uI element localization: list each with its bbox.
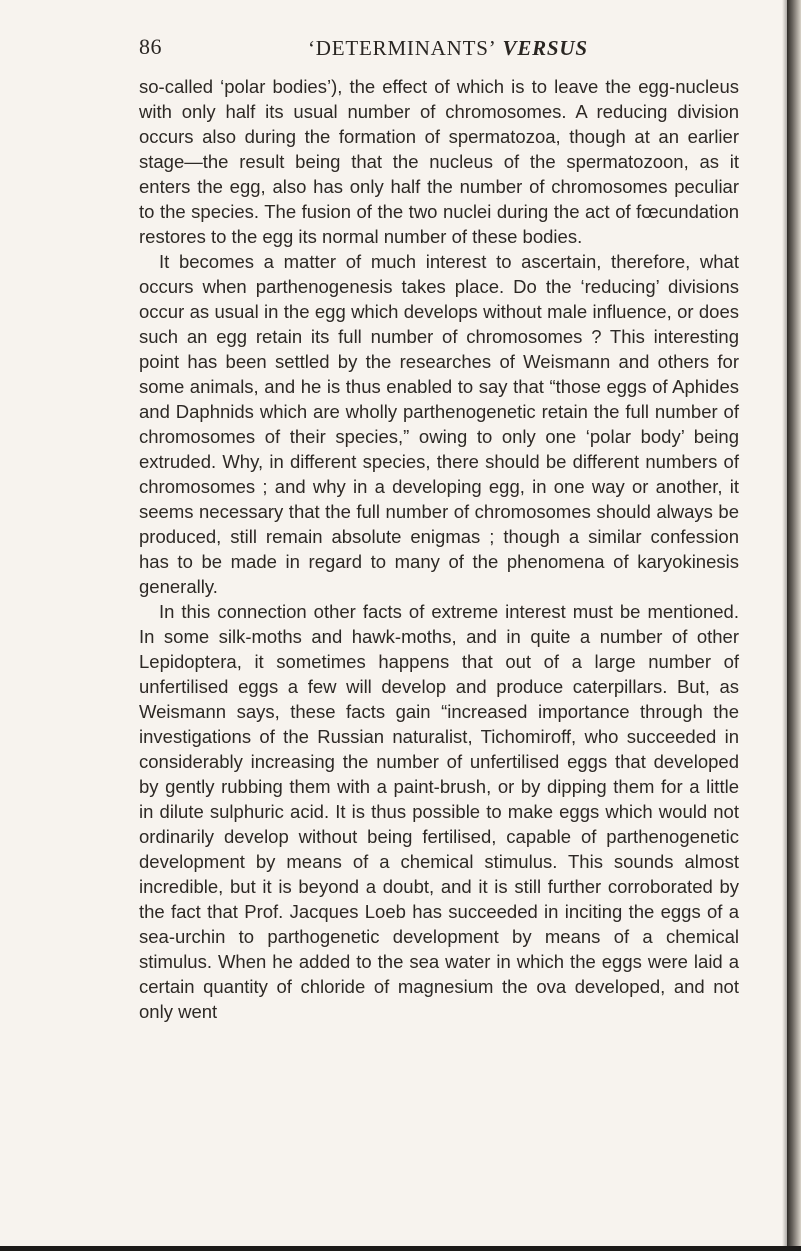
page-header [0,34,801,64]
paragraph-parthenogenesis: It becomes a matter of much interest to ascertain, therefore, what occurs when parthenogenesis takes place. Do the ‘reducing’ divisions occur as usual in the egg which develops without male influence, or does such an egg retain its full number of chromosomes ? This interesting point has been settled by the researches of Weismann and others for some animals, and he is thus enabled to say that “those eggs of Aphides and Daphnids which are wholly parthenogenetic retain the full number of chromosomes of their species,” owing to only one ‘polar body’ being extruded. Why, in different species, there should be different numbers of chromosomes ; and why in a developing egg, in one way or another, it seems necessary that the full number of chromosomes should always be produced, still remain absolute enigmas ; though a similar confession has to be made in regard to many of the phenomena of karyokinesis generally. [139,251,739,597]
page-spine [787,0,801,1251]
body-text [139,74,739,1024]
page-number: 86 [139,34,162,59]
page-bottom-edge [0,1246,801,1251]
paragraph-continued: so-called ‘polar bodies’), the effect of which is to leave the egg-nucleus with only half its usual number of chromosomes. A reducing division occurs also during the formation of spermatozoa, though at an earlier stage—the result being that the nucleus of the spermatozoon, as it enters the egg, also has only half the number of chromosomes peculiar to the species. The fusion of the two nuclei during the act of fœcundation restores to the egg its normal number of these bodies. [139,76,739,247]
running-head [308,36,588,61]
running-head-emphasis: VERSUS [502,36,588,60]
running-head-title: ‘DETERMINANTS’ [308,36,497,60]
paragraph-lepidoptera: In this connection other facts of extreme interest must be mentioned. In some silk-moths and hawk-moths, and in quite a number of other Lepidoptera, it sometimes happens that out of a large number of unfertilised eggs a few will develop and produce caterpillars. But, as Weismann says, these facts gain “increased importance through the investigations of the Russian naturalist, Tichomiroff, who succeeded in considerably increasing the number of unfertilised eggs that developed by gently rubbing them with a paint-brush, or by dipping them for a little in dilute sulphuric acid. It is thus possible to make eggs which would not ordinarily develop without being fertilised, capable of parthenogenetic development by means of a chemical stimulus. This sounds almost incredible, but it is beyond a doubt, and it is still further corroborated by the fact that Prof. Jacques Loeb has succeeded in inciting the eggs of a sea-urchin to parthogenetic development by means of a chemical stimulus. When he added to the sea water in which the eggs were laid a certain quantity of chloride of magnesium the ova developed, and not only went [139,601,739,1022]
